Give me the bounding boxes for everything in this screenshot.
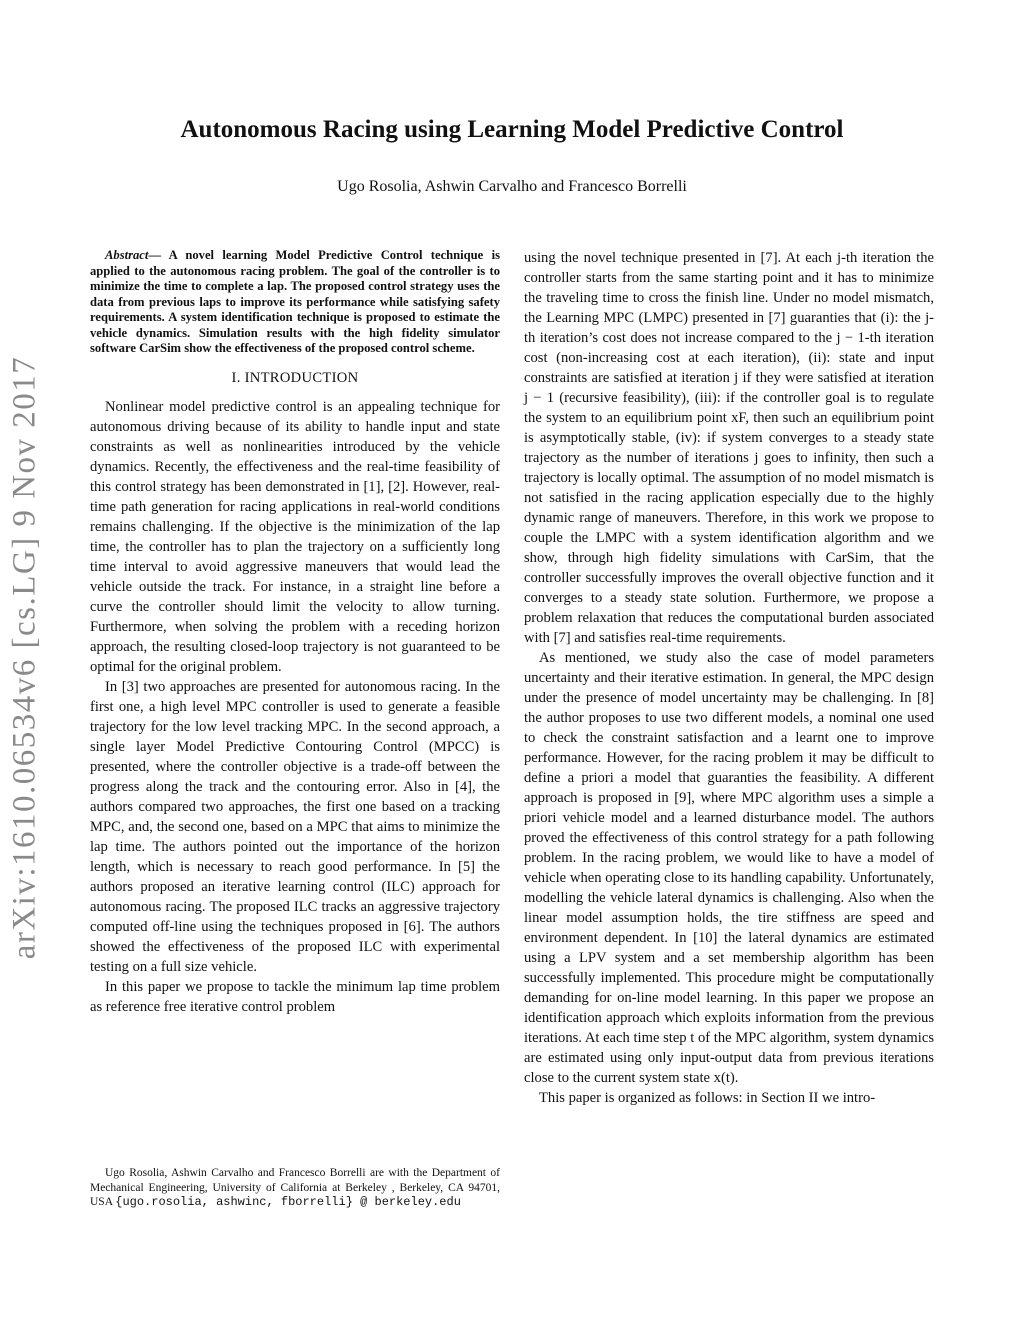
paper-title: Autonomous Racing using Learning Model Predictive Control bbox=[180, 116, 844, 143]
abstract-text: A novel learning Model Predictive Control technique is applied to the autonomous racing problem. The goal of the controller is to minimize the time to complete a lap. The proposed control strategy uses the data from previous laps to improve its performance while satisfying safety requirements. A system identification technique is proposed to estimate the vehicle dynamics. Simulation results with the high fidelity simulator software CarSim show the effectiveness of the proposed control scheme. bbox=[90, 248, 500, 355]
paper-authors: Ugo Rosolia, Ashwin Carvalho and Francesco Borrelli bbox=[337, 178, 687, 195]
intro-paragraph-6: This paper is organized as follows: in Section II we intro- bbox=[539, 1090, 876, 1106]
intro-paragraph-4: using the novel technique presented in [7]. At each j-th iteration the controller starts from the same starting point and it has to minimize the traveling time to cross the finish line. Under no model mismatch, the Learning MPC (LMPC) presented in [7] guaranties that (i): the j-th iteration’s cost does not increase compared to the j − 1-th iteration cost (non-increasing cost at each iteration), (ii): state and input constraints are satisfied at iteration j if they were satisfied at iteration j − 1 (recursive feasibility), (iii): if the controller goal is to regulate the system to an equilibrium point xF, then such an equilibrium point is asymptotically stable, (iv): if system converges to a steady state trajectory as the number of iterations j goes to infinity, then such a trajectory is locally optimal. The assumption of no model mismatch is not satisfied in the racing application especially due to the highly dynamic range of maneuvers. Therefore, in this work we propose to couple the LMPC with a system identification algorithm and we show, through high fidelity simulations with CarSim, that the controller successfully improves the overall objective function and it converges to a steady state solution. Furthermore, we propose a problem relaxation that reduces the computational burden associated with [7] and satisfies real-time requirements. bbox=[524, 250, 934, 646]
intro-paragraph-1: Nonlinear model predictive control is an appealing technique for autonomous driving because of its ability to handle input and state constraints as well as nonlinearities introduced by the vehicle dynamics. Recently, the effectiveness and the real-time feasibility of this control strategy has been demonstrated in [1], [2]. However, real-time path generation for racing applications in real-world conditions remains challenging. If the objective is the minimization of the lap time, the controller has to plan the trajectory on a sufficiently long time interval to avoid aggressive maneuvers that would lead the vehicle outside the track. For instance, in a straight line before a curve the controller should limit the velocity to allow turning. Furthermore, when solving the problem with a receding horizon approach, the resulting closed-loop trajectory is not guaranteed to be optimal for the original problem. bbox=[90, 398, 500, 675]
footnote-affiliation: Ugo Rosolia, Ashwin Carvalho and Francesco Borrelli are with the Department of Mechanical Engineering, University of California at Berkeley , Berkeley, CA 94701, USA bbox=[90, 1167, 500, 1208]
right-column bbox=[524, 248, 934, 1108]
footnote-emails: {ugo.rosolia, ashwinc, fborrelli} @ berkeley.edu bbox=[115, 1195, 461, 1209]
arxiv-identifier-text: arXiv:1610.06534v6 [cs.LG] 9 Nov 2017 bbox=[6, 355, 43, 960]
intro-paragraph-2: In [3] two approaches are presented for autonomous racing. In the first one, a high level MPC controller is used to generate a feasible trajectory for the low level tracking MPC. In the second approach, a single layer Model Predictive Contouring Control (MPCC) is presented, where the controller objective is a trade-off between the progress along the track and the contouring error. Also in [4], the authors compared two approaches, the first one based on a tracking MPC, and, the second one, based on a MPC that aims to minimize the lap time. The authors pointed out the importance of the horizon length, which is necessary to reach good performance. In [5] the authors proposed an iterative learning control (ILC) approach for autonomous racing. The proposed ILC tracks an aggressive trajectory computed off-line using the techniques proposed in [6]. The authors showed the effectiveness of the proposed ILC with experimental testing on a full size vehicle. bbox=[90, 678, 500, 975]
intro-paragraph-3: In this paper we propose to tackle the minimum lap time problem as reference free iterative control problem bbox=[90, 978, 500, 1015]
abstract-dash: — bbox=[148, 248, 169, 262]
footnote-paragraph bbox=[90, 1166, 500, 1210]
intro-paragraph-5: As mentioned, we study also the case of model parameters uncertainty and their iterative estimation. In general, the MPC design under the presence of model uncertainty may be challenging. In [8] the author proposes to use two different models, a nominal one used to check the constraint satisfaction and a learnt one to improve performance. However, for the racing problem it may be difficult to define a priori a model that guaranties the feasibility. A different approach is proposed in [9], where MPC algorithm uses a simple a priori vehicle model and a learned disturbance model. The authors proved the effectiveness of this control strategy for a path following problem. In the racing problem, we would like to have a model of vehicle when operating close to its handling capability. Unfortunately, modelling the vehicle lateral dynamics is challenging. Also when the linear model assumption holds, the tire stiffness are speed and environment dependent. In [10] the lateral dynamics are estimated using a LPV system and a set membership algorithm has been successfully implemented. This procedure might be computationally demanding for on-line model learning. In this paper we propose an identification approach which exploits information from the previous iterations. At each time step t of the MPC algorithm, system dynamics are estimated using only input-output data from previous iterations close to the current system state x(t). bbox=[524, 650, 934, 1086]
left-column bbox=[90, 248, 500, 1017]
abstract bbox=[90, 248, 500, 357]
author-footnote bbox=[90, 1166, 500, 1210]
section-heading-introduction: I. INTRODUCTION bbox=[231, 369, 359, 386]
abstract-label: Abstract bbox=[105, 248, 149, 262]
arxiv-identifier bbox=[0, 355, 50, 960]
